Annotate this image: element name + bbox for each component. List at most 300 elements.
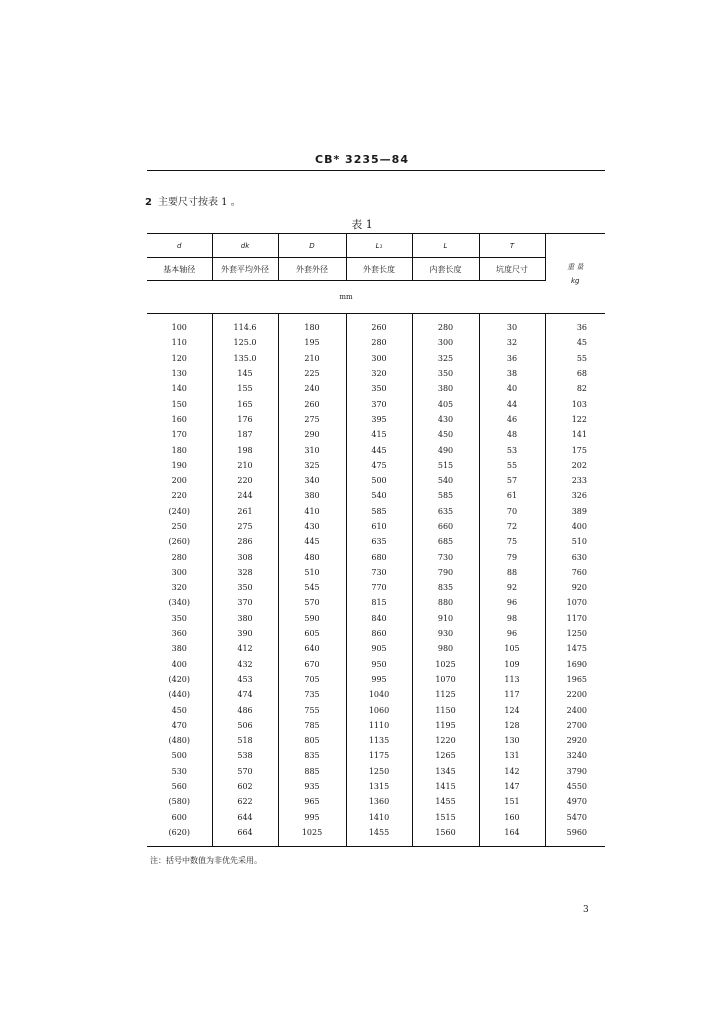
table-cell: 1220 [412, 733, 479, 748]
table-cell: 150 [147, 396, 212, 411]
col-symbol: L₁ [346, 234, 412, 258]
table-cell: 195 [278, 335, 346, 350]
table-row [147, 595, 605, 610]
col-name: 外套外径 [278, 258, 346, 281]
table-cell: 160 [479, 810, 545, 825]
table-cell: 400 [147, 657, 212, 672]
table-row [147, 748, 605, 763]
table-cell: 1265 [412, 748, 479, 763]
table-cell: 1135 [346, 733, 412, 748]
table-cell: 4970 [566, 797, 587, 807]
table-cell: 790 [412, 565, 479, 580]
table-cell: 38 [479, 366, 545, 381]
table-cell: 730 [346, 565, 412, 580]
table-cell: 275 [278, 412, 346, 427]
table-cell: 350 [212, 580, 278, 595]
table-cell: 180 [278, 314, 346, 336]
table-cell: 1455 [346, 825, 412, 847]
table-cell: 1475 [566, 644, 587, 654]
mass-unit: kg [571, 276, 580, 285]
table-cell: 510 [278, 565, 346, 580]
table-cell: 320 [346, 366, 412, 381]
table-row [147, 427, 605, 442]
table-row [147, 580, 605, 595]
table-cell: 202 [571, 460, 587, 470]
table-cell: 474 [212, 687, 278, 702]
table-cell: 450 [147, 702, 212, 717]
table-cell: 630 [571, 552, 587, 562]
table-cell: 340 [278, 473, 346, 488]
col-symbol: dk [212, 234, 278, 258]
table-cell: 165 [212, 396, 278, 411]
name-header-row [147, 258, 605, 281]
table-cell: 190 [147, 458, 212, 473]
table-cell: 320 [147, 580, 212, 595]
table-cell: 660 [412, 519, 479, 534]
table-cell: 995 [278, 810, 346, 825]
table-cell: 1250 [346, 764, 412, 779]
table-cell: 635 [346, 534, 412, 549]
table-cell: 370 [346, 396, 412, 411]
table-row [147, 718, 605, 733]
table-row [147, 657, 605, 672]
table-cell: 835 [412, 580, 479, 595]
table-cell: 405 [412, 396, 479, 411]
table-cell: 328 [212, 565, 278, 580]
table-cell: 72 [479, 519, 545, 534]
standard-code: CB* 3235—84 [315, 153, 409, 166]
table-cell: 1040 [346, 687, 412, 702]
table-cell: 2700 [566, 720, 587, 730]
table-cell: 415 [346, 427, 412, 442]
table-cell: 3790 [566, 766, 587, 776]
table-cell: 500 [147, 748, 212, 763]
table-cell: 1025 [278, 825, 346, 847]
table-cell: 160 [147, 412, 212, 427]
table-cell: 370 [212, 595, 278, 610]
table-cell: 770 [346, 580, 412, 595]
table-cell: 640 [278, 641, 346, 656]
table-cell: 445 [278, 534, 346, 549]
table-cell: 275 [212, 519, 278, 534]
table-row [147, 687, 605, 702]
table-cell: (440) [147, 687, 212, 702]
table-cell: 140 [147, 381, 212, 396]
table-cell: 1345 [412, 764, 479, 779]
table-cell: 68 [576, 369, 587, 379]
table-cell: 350 [412, 366, 479, 381]
table-cell: 590 [278, 611, 346, 626]
table-cell: 170 [147, 427, 212, 442]
table-cell: 61 [479, 488, 545, 503]
dimension-table [147, 233, 605, 847]
table-row [147, 473, 605, 488]
table-cell: 432 [212, 657, 278, 672]
table-cell: 486 [212, 702, 278, 717]
table-cell: 910 [412, 611, 479, 626]
table-cell: 995 [346, 672, 412, 687]
table-cell: 1060 [346, 702, 412, 717]
table-cell: 300 [346, 351, 412, 366]
table-cell: 430 [412, 412, 479, 427]
section-number: 2 [145, 197, 152, 208]
table-cell: 96 [479, 626, 545, 641]
table-row [147, 549, 605, 564]
table-cell: 326 [571, 491, 587, 501]
table-row [147, 794, 605, 809]
table-cell: 88 [479, 565, 545, 580]
table-cell: 805 [278, 733, 346, 748]
table-cell: 92 [479, 580, 545, 595]
table-cell: 36 [576, 323, 587, 333]
table-cell: 1315 [346, 779, 412, 794]
table-cell: 147 [479, 779, 545, 794]
table-body [147, 314, 605, 847]
table-cell: 122 [571, 414, 587, 424]
table-cell: 445 [346, 442, 412, 457]
table-cell: 53 [479, 442, 545, 457]
table-cell: 130 [147, 366, 212, 381]
table-cell: 685 [412, 534, 479, 549]
table-cell: 680 [346, 549, 412, 564]
table-row [147, 335, 605, 350]
table-cell: 260 [278, 396, 346, 411]
table-cell: 389 [571, 506, 587, 516]
table-row [147, 779, 605, 794]
table-cell: 103 [571, 399, 587, 409]
table-cell: 980 [412, 641, 479, 656]
table-cell: 96 [479, 595, 545, 610]
table-cell: 400 [571, 522, 587, 531]
table-cell: 250 [147, 519, 212, 534]
table-cell: 410 [278, 504, 346, 519]
table-cell: 840 [346, 611, 412, 626]
col-symbol: T [479, 234, 545, 258]
col-symbol: D [278, 234, 346, 258]
table-cell: 135.0 [212, 351, 278, 366]
table-cell: 530 [147, 764, 212, 779]
table-cell: 730 [412, 549, 479, 564]
unit-label: mm [147, 281, 545, 314]
table-cell: 124 [479, 702, 545, 717]
table-cell: 5470 [566, 812, 587, 822]
table-row [147, 412, 605, 427]
table-cell: 286 [212, 534, 278, 549]
table-row [147, 702, 605, 717]
table-cell: 622 [212, 794, 278, 809]
table-cell: 187 [212, 427, 278, 442]
table-cell: 540 [346, 488, 412, 503]
table-cell: 930 [412, 626, 479, 641]
table-row [147, 519, 605, 534]
table-cell: 109 [479, 657, 545, 672]
table-row [147, 825, 605, 847]
table-cell: (580) [147, 794, 212, 809]
table-row [147, 381, 605, 396]
table-cell: 1025 [412, 657, 479, 672]
table-cell: 325 [412, 351, 479, 366]
table-cell: 835 [278, 748, 346, 763]
table-row [147, 351, 605, 366]
table-cell: 605 [278, 626, 346, 641]
table-cell: 300 [147, 565, 212, 580]
table-cell: 490 [412, 442, 479, 457]
table-cell: (420) [147, 672, 212, 687]
table-cell: 164 [479, 825, 545, 847]
table-cell: (340) [147, 595, 212, 610]
table-cell: 4550 [566, 782, 587, 792]
col-name: 外套平均外径 [212, 258, 278, 281]
table-cell: 602 [212, 779, 278, 794]
table-caption: 表 1 [351, 218, 373, 231]
table-cell: 760 [571, 567, 587, 577]
table-cell: 280 [412, 314, 479, 336]
table-cell: 220 [212, 473, 278, 488]
table-cell: (260) [147, 534, 212, 549]
table-cell: 142 [479, 764, 545, 779]
table-cell: 155 [212, 381, 278, 396]
table-cell: (480) [147, 733, 212, 748]
col-name: 外套长度 [346, 258, 412, 281]
table-cell: 75 [479, 534, 545, 549]
table-row [147, 565, 605, 580]
table-cell: 180 [147, 442, 212, 457]
table-cell: (620) [147, 825, 212, 847]
table-cell: 98 [479, 611, 545, 626]
table-cell: 1360 [346, 794, 412, 809]
header-rule [147, 170, 605, 171]
table-cell: 785 [278, 718, 346, 733]
table-cell: 470 [147, 718, 212, 733]
table-cell: 1070 [566, 598, 587, 608]
table-cell: 5960 [545, 825, 605, 847]
table-cell: 131 [479, 748, 545, 763]
table-cell: 1965 [566, 674, 587, 684]
table-cell: 120 [147, 351, 212, 366]
table-row [147, 810, 605, 825]
table-cell: 125.0 [212, 335, 278, 350]
table-row [147, 488, 605, 503]
section-text: 主要尺寸按表 1 。 [157, 197, 241, 208]
table-cell: 105 [479, 641, 545, 656]
table-cell: 1410 [346, 810, 412, 825]
table-cell: 664 [212, 825, 278, 847]
table-cell: 1455 [412, 794, 479, 809]
table-cell: 1690 [566, 659, 587, 669]
table-cell: 1250 [566, 629, 587, 639]
table-cell: 950 [346, 657, 412, 672]
table-cell: 755 [278, 702, 346, 717]
table-cell: 350 [147, 611, 212, 626]
table-cell: 880 [412, 595, 479, 610]
table-cell: 36 [479, 351, 545, 366]
table-cell: 585 [346, 504, 412, 519]
table-cell: 82 [576, 384, 587, 394]
table-cell: 240 [278, 381, 346, 396]
table-cell: 540 [412, 473, 479, 488]
table-cell: 48 [479, 427, 545, 442]
section-heading [145, 193, 241, 208]
table-cell: 570 [212, 764, 278, 779]
table-cell: 79 [479, 549, 545, 564]
table-cell: 145 [212, 366, 278, 381]
col-symbol: L [412, 234, 479, 258]
table-cell: 815 [346, 595, 412, 610]
table-cell: 1125 [412, 687, 479, 702]
table-row [147, 442, 605, 457]
table-cell: 32 [479, 335, 545, 350]
table-note: 注：括号中数值为非优先采用。 [150, 856, 262, 865]
table-cell: 300 [412, 335, 479, 350]
table-cell: 2920 [566, 736, 587, 746]
table-cell: 395 [346, 412, 412, 427]
table-cell: 1070 [412, 672, 479, 687]
table-cell: 244 [212, 488, 278, 503]
table-cell: 350 [346, 381, 412, 396]
table-cell: 1110 [346, 718, 412, 733]
table-cell: 55 [479, 458, 545, 473]
table-cell: (240) [147, 504, 212, 519]
table-cell: 198 [212, 442, 278, 457]
table-cell: 1415 [412, 779, 479, 794]
table-row [147, 314, 605, 336]
col-symbol: d [147, 234, 212, 258]
table-cell: 545 [278, 580, 346, 595]
table-row [147, 534, 605, 549]
table-cell: 360 [147, 626, 212, 641]
table-cell: 1150 [412, 702, 479, 717]
table-cell: 280 [147, 549, 212, 564]
table-cell: 130 [479, 733, 545, 748]
col-name: 坑度尺寸 [479, 258, 545, 281]
table-cell: 151 [479, 794, 545, 809]
table-cell: 128 [479, 718, 545, 733]
table-cell: 670 [278, 657, 346, 672]
table-cell: 506 [212, 718, 278, 733]
table-cell: 644 [212, 810, 278, 825]
table-cell: 2400 [566, 705, 587, 715]
table-cell: 280 [346, 335, 412, 350]
table-cell: 176 [212, 412, 278, 427]
table-cell: 453 [212, 672, 278, 687]
table-cell: 965 [278, 794, 346, 809]
table-cell: 45 [576, 338, 587, 348]
table-cell: 308 [212, 549, 278, 564]
table-cell: 480 [278, 549, 346, 564]
table-cell: 380 [147, 641, 212, 656]
table-cell: 380 [212, 611, 278, 626]
table-cell: 705 [278, 672, 346, 687]
table-row [147, 611, 605, 626]
table-cell: 210 [278, 351, 346, 366]
table-row [147, 626, 605, 641]
table-cell: 113 [479, 672, 545, 687]
table-cell: 1560 [412, 825, 479, 847]
table-row [147, 641, 605, 656]
table-cell: 920 [571, 583, 587, 593]
table-cell: 3240 [566, 751, 587, 761]
table-cell: 100 [147, 314, 212, 336]
table-cell: 500 [346, 473, 412, 488]
table-cell: 233 [571, 476, 587, 486]
table-row [147, 764, 605, 779]
table-cell: 515 [412, 458, 479, 473]
table-row [147, 396, 605, 411]
table-cell: 30 [479, 314, 545, 336]
table-cell: 200 [147, 473, 212, 488]
table-cell: 44 [479, 396, 545, 411]
table-cell: 905 [346, 641, 412, 656]
table-row [147, 458, 605, 473]
table-row [147, 672, 605, 687]
table-cell: 110 [147, 335, 212, 350]
table-cell: 450 [412, 427, 479, 442]
table-cell: 225 [278, 366, 346, 381]
table-cell: 141 [571, 430, 587, 440]
table-cell: 1515 [412, 810, 479, 825]
table-cell: 57 [479, 473, 545, 488]
table-cell: 570 [278, 595, 346, 610]
table-cell: 430 [278, 519, 346, 534]
table-cell: 261 [212, 504, 278, 519]
table-cell: 518 [212, 733, 278, 748]
mass-label: 重 量 [567, 262, 584, 271]
table-cell: 220 [147, 488, 212, 503]
table-cell: 635 [412, 504, 479, 519]
table-cell: 117 [479, 687, 545, 702]
table-cell: 885 [278, 764, 346, 779]
table-row [147, 504, 605, 519]
table-cell: 210 [212, 458, 278, 473]
table-cell: 40 [479, 381, 545, 396]
table-cell: 860 [346, 626, 412, 641]
table-cell: 610 [346, 519, 412, 534]
table-row [147, 366, 605, 381]
unit-header-row [147, 281, 605, 314]
page-number: 3 [583, 905, 589, 915]
table-cell: 1175 [346, 748, 412, 763]
col-name: 内套长度 [412, 258, 479, 281]
table-cell: 735 [278, 687, 346, 702]
table-cell: 585 [412, 488, 479, 503]
table-cell: 538 [212, 748, 278, 763]
table-cell: 310 [278, 442, 346, 457]
table-cell: 1170 [566, 613, 587, 623]
table-cell: 325 [278, 458, 346, 473]
table-cell: 935 [278, 779, 346, 794]
table-cell: 600 [147, 810, 212, 825]
table-cell: 175 [571, 445, 587, 455]
col-name: 基本轴径 [147, 258, 212, 281]
table-cell: 2200 [566, 690, 587, 700]
table-cell: 390 [212, 626, 278, 641]
table-row [147, 733, 605, 748]
table-cell: 475 [346, 458, 412, 473]
table-cell: 510 [571, 537, 587, 547]
table-cell: 1195 [412, 718, 479, 733]
table-cell: 380 [278, 488, 346, 503]
mass-header [545, 234, 605, 314]
table-cell: 46 [479, 412, 545, 427]
table-cell: 290 [278, 427, 346, 442]
table-cell: 412 [212, 641, 278, 656]
table-cell: 560 [147, 779, 212, 794]
symbol-header-row [147, 234, 605, 258]
table-cell: 114.6 [212, 314, 278, 336]
table-cell: 70 [479, 504, 545, 519]
table-cell: 55 [576, 353, 587, 363]
table-cell: 260 [346, 314, 412, 336]
